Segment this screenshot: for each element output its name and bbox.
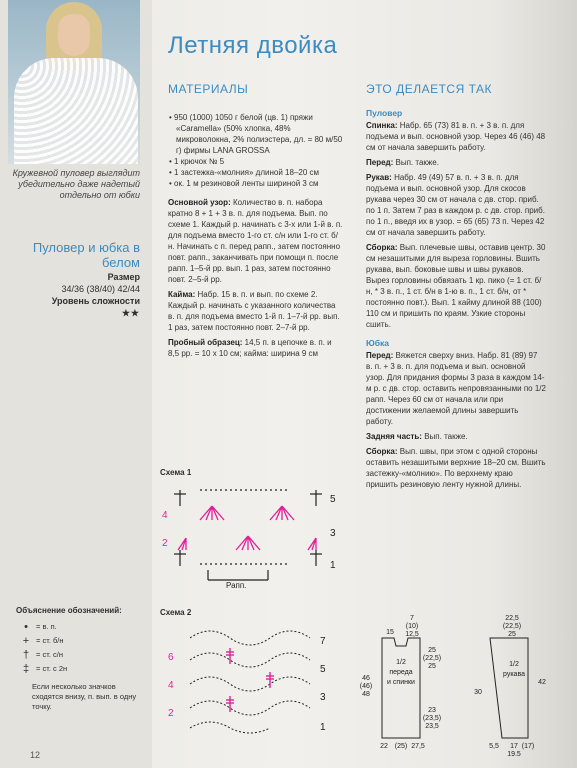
back-label: Спинка: <box>366 121 398 130</box>
page-title: Летняя двойка <box>168 32 338 59</box>
skirt-front-label: Перед: <box>366 351 394 360</box>
model-title: Пуловер и юбка в белом <box>32 240 140 270</box>
legend-item <box>16 620 146 634</box>
legend-item-text: = ст. с/н <box>36 650 63 659</box>
legend-item-text: = ст. б/н <box>36 636 64 645</box>
schema2-row-number: 4 <box>168 680 174 691</box>
body-top-label: 12,5 <box>405 631 419 638</box>
front-label: Перед: <box>366 158 394 167</box>
sleeve-bottom-label: 19,5 <box>507 751 521 756</box>
legend-item-text: = ст. с 2н <box>36 664 68 673</box>
schema2-row-number: 6 <box>168 652 174 663</box>
skirt-front-text: Вяжется сверху вниз. Набр. 81 (89) 97 в. п. + 3 в. п. для подъема и вып. основной узор. Для придания формы 3 раза в каждом 14-м р. с дв. стор. оставить непровязанными по 1/2 рапп. Через 60 см от начала или при достижении желаемой длины завершить работу. <box>366 351 546 426</box>
assembly-text: Вып. плечевые швы, оставив центр. 30 см незашитыми для выреза горловины. Вшить рукава, вып. боковые швы и швы рукавов. Вырез горловины обвязать 1 кр. пико (= 1 ст. б/н, * 3 в. п., 1 ст. б/н в 1-ю в. п., 1 ст. б/н, от * постоянно повт.). Вып. 1 кайму длиной 88 (100) 110 см и пришить по краям. Узкие стороны сшить. <box>366 243 546 329</box>
sleeves-label: Рукав: <box>366 173 392 182</box>
schema2-label: Схема 2 <box>160 608 192 617</box>
model-photo <box>8 0 140 164</box>
pattern-label: Основной узор: <box>168 198 231 207</box>
materials-column <box>168 112 343 363</box>
legend-item <box>16 648 146 662</box>
body-right-label: 25 <box>428 647 436 654</box>
body-pattern-diagram <box>354 614 454 756</box>
body-right-label: (23,5) <box>422 715 442 722</box>
body-left-label: 48 <box>362 691 370 698</box>
level-stars: ★★ <box>121 308 140 318</box>
skirt-back-label: Задняя часть: <box>366 432 422 441</box>
assembly-label: Сборка: <box>366 243 398 252</box>
back-text: Набр. 65 (73) 81 в. п. + 3 в. п. для подъема и вып. основной узор. Через 46 (46) 48 см от начала завершить работу. <box>366 121 546 152</box>
body-bottom-label: (25) <box>394 743 408 750</box>
body-piece-name: 1/2 <box>396 659 406 666</box>
legend-item <box>16 634 146 648</box>
treble-crochet-icon: ‡ <box>22 663 30 675</box>
legend-note: Если несколько значков сходятся внизу, п. вып. в одну точку. <box>32 682 137 711</box>
body-bottom-label: 27,5 <box>411 743 425 750</box>
schema1-row-number: 3 <box>330 528 336 539</box>
body-left-label: 46 <box>362 675 370 682</box>
sleeve-bottom-label: 5,5 <box>489 743 499 750</box>
schema2-row-number: 1 <box>320 722 326 733</box>
photo-caption: Кружевной пуловер выглядит убедительно даже надетый отдельно от юбки <box>12 168 140 200</box>
border-text: Набр. 15 в. п. и вып. по схеме 2. Каждый р. начинать с указанного количества в. п. для подъема вместо 1-й п. 1–7-й рр. вып. 1 раз, затем постоянно повт. 2–7-й рр. <box>168 290 340 332</box>
body-piece-name: и спинки <box>387 679 415 686</box>
pattern-text: Количество в. п. набора кратно 8 + 1 + 3 в. п. для подъема. Вып. по схеме 1. Каждый р. начинать с 3-х или 1-й в. п. для подъема вместо 1-го ст. с/н или 1-го ст. б/н. Начинать с п. перед рапп., затем постоянно повт. рапп., заканчивать при помощи п. после рапп. 1–5-й рр. вып. 1 раз, затем постоянно повт. 2–5-й рр. <box>168 198 343 284</box>
sleeve-piece-name: 1/2 <box>509 661 519 668</box>
chain-stitch-icon: • <box>24 621 28 633</box>
materials-item: • 1 застежка-«молния» длиной 18–20 см <box>168 167 343 178</box>
skirt-heading: Юбка <box>366 338 389 348</box>
level-heading: Уровень сложности <box>51 296 140 306</box>
howto-heading: ЭТО ДЕЛАЕТСЯ ТАК <box>366 82 493 96</box>
schema1-label: Схема 1 <box>160 468 192 477</box>
legend-item-text: = в. п. <box>36 622 57 631</box>
skirt-back-text: Вып. также. <box>424 432 468 441</box>
schema2-row-number: 2 <box>168 708 174 719</box>
body-right-label: (22,5) <box>422 655 442 662</box>
body-right-label: 25 <box>428 663 436 670</box>
sleeves-text: Набр. 49 (49) 57 в. п. + 3 в. п. для подъема и вып. основной узор. Для скосов рукава через 30 см от начала с дв. стор. приб. по 1 п. Затем 7 раз в каждом р. с дв. стор. приб. по 1 п., введя их в узор. = 65 (65) 73 п. Через 42 см от начала завершить работу. <box>366 173 545 237</box>
body-left-label: (46) <box>359 683 373 690</box>
sleeve-right-label: 42 <box>538 679 546 686</box>
body-top-label: 7 <box>410 615 414 622</box>
legend-heading: Объяснение обозначений: <box>16 606 122 615</box>
schema1-chart <box>160 480 360 590</box>
size-heading: Размер <box>107 272 140 282</box>
body-right-label: 23 <box>428 707 436 714</box>
sleeve-left-label: 30 <box>474 689 482 696</box>
schema1-rapport-label: Рапп. <box>226 581 247 590</box>
border-label: Кайма: <box>168 290 196 299</box>
pullover-heading: Пуловер <box>366 108 403 118</box>
body-right-label: 23,5 <box>425 723 439 730</box>
schema2-row-number: 5 <box>320 664 326 675</box>
sleeve-pattern-diagram <box>462 614 562 756</box>
materials-item: • ок. 1 м резиновой ленты шириной 3 см <box>168 178 343 189</box>
body-width-label: 15 <box>386 629 394 636</box>
gauge-text: 14,5 п. в цепочке в. п. и 8,5 рр. = 10 х 10 см; кайма: ширина 9 см <box>168 338 332 358</box>
schema1-row-number: 4 <box>162 510 168 521</box>
sleeve-bottom-label: (17) <box>521 743 535 750</box>
sleeve-top-label: (22,5) <box>502 623 522 630</box>
skirt-assembly-text: Вып. швы, при этом с одной стороны оставить незашитыми верхние 18–20 см. Вшить застежку-«молнию». По верхнему краю пришить резиновую ленту нужной длины. <box>366 447 546 489</box>
single-crochet-icon: + <box>22 635 30 647</box>
sleeve-bottom-label: 17 <box>510 743 518 750</box>
schema1-row-number: 2 <box>162 538 168 549</box>
materials-heading: МАТЕРИАЛЫ <box>168 82 249 96</box>
page-number: 12 <box>30 750 41 760</box>
schema1-row-number: 5 <box>330 494 336 505</box>
body-bottom-label: 22 <box>380 743 388 750</box>
materials-item: • 1 крючок № 5 <box>168 156 343 167</box>
schema2-row-number: 3 <box>320 692 326 703</box>
skirt-assembly-label: Сборка: <box>366 447 398 456</box>
body-piece-name: переда <box>389 669 413 676</box>
sleeve-top-label: 25 <box>508 631 516 638</box>
gauge-label: Пробный образец: <box>168 338 243 347</box>
materials-list <box>168 112 343 189</box>
howto-column <box>366 104 546 494</box>
body-top-label: (10) <box>405 623 419 630</box>
schema1-row-number: 1 <box>330 560 336 571</box>
front-text: Вып. также. <box>395 158 439 167</box>
sleeve-piece-name: рукава <box>503 671 525 678</box>
sleeve-top-label: 22,5 <box>505 615 519 622</box>
size-values: 34/36 (38/40) 42/44 <box>61 284 140 294</box>
legend-item <box>16 662 146 676</box>
symbol-legend <box>16 606 146 712</box>
materials-item: • 950 (1000) 1050 г белой (цв. 1) пряжи «Caramella» (50% хлопка, 48% микроволокна, 2% полиэстера, дл. = 80 м/50 г) фирмы LANA GROSSA <box>168 112 343 156</box>
double-crochet-icon: † <box>22 649 30 661</box>
schema2-chart <box>160 620 340 738</box>
schema2-row-number: 7 <box>320 636 326 647</box>
